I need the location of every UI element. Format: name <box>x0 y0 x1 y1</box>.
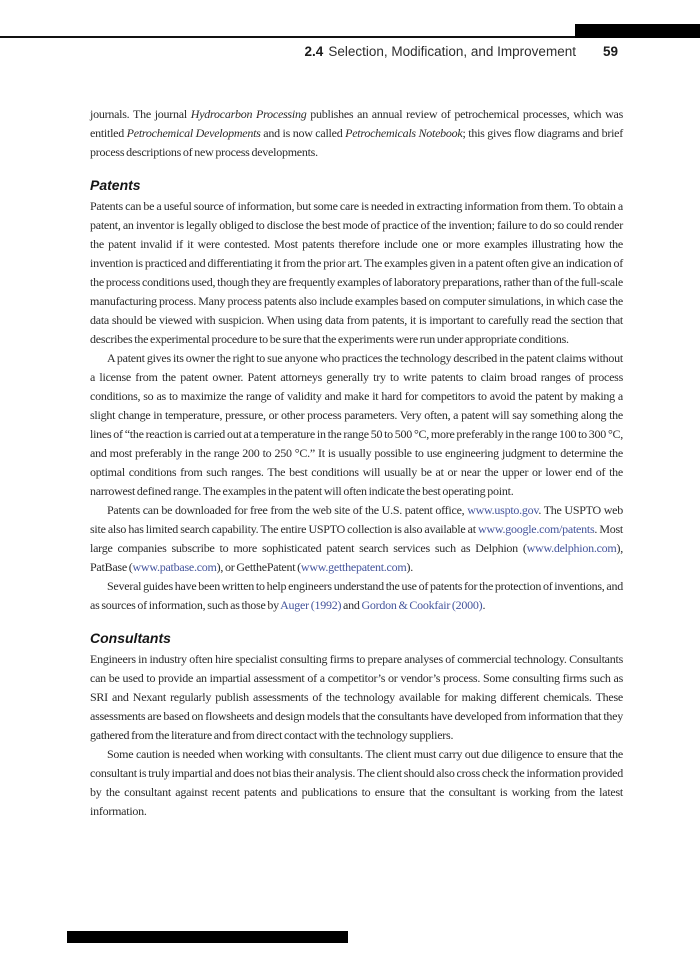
text-segment: . <box>482 598 486 612</box>
text-segment: ; this gives flow diagrams and brief process descriptions of new process developments. <box>90 126 623 159</box>
link[interactable]: www.uspto.gov <box>467 503 539 517</box>
text-segment: and <box>341 598 362 612</box>
link[interactable]: www.getthepatent.com <box>300 560 407 574</box>
text-segment: and is now called <box>260 126 346 140</box>
link[interactable]: www.google.com/patents <box>478 522 595 536</box>
section-heading: Consultants <box>90 630 171 646</box>
text-segment: Engineers in industry often hire specialist consulting firms to prepare analyses of commercial technology. Consultants can be used to provide an impartial assessment of a competitor’s or vendor’s process. Some consulting firms such as SRI and Nexant regularly publish assessments of the technology available for making different chemicals. These assessments are based on flowsheets and design models that the consultants have developed from information that they gathered from the literature and from direct contact with the technology suppliers. <box>90 652 623 742</box>
page-content <box>90 105 623 821</box>
text-segment: publishes an annual review of petrochemical processes, which was entitled <box>90 107 623 140</box>
header-accent-bar <box>575 24 700 38</box>
link[interactable]: www.delphion.com <box>526 541 617 555</box>
text-segment: journals. The journal <box>90 107 191 121</box>
text-segment: A patent gives its owner the right to sue anyone who practices the technology described in the patent claims without a license from the patent owner. Patent attorneys generally try to write patents to claim broad ranges of process conditions, so as to maximize the range of validity and make it hard for competitors to avoid the patent by making a slight change in temperature, pressure, or other process parameters. Very often, a patent will say something along the lines of “the reaction is carried out at a temperature in the range 50 to 500 °C, more preferably in the range 100 to 300 °C, and most preferably in the range 200 to 250 °C.” It is usually possible to use engineering judgment to determine the optimal conditions from such ranges. The best conditions will usually be at or near the upper or lower end of the narrowest defined range. The examples in the patent will often indicate the best operating point. <box>90 351 623 498</box>
paragraph <box>90 105 623 162</box>
text-segment: Several guides have been written to help engineers understand the use of patents for the protection of inventions, and as sources of information, such as those by <box>90 579 623 612</box>
text-segment: . The USPTO web site also has limited search capability. The entire USPTO collection is also available at <box>90 503 623 536</box>
footer-accent-bar <box>67 931 348 943</box>
paragraph <box>90 745 623 821</box>
paragraph <box>90 349 623 501</box>
text-segment: Patents can be downloaded for free from the web site of the U.S. patent office, <box>107 503 468 517</box>
link[interactable]: Auger (1992) <box>280 598 342 612</box>
italic-text: Petrochemicals Notebook <box>345 126 463 140</box>
section-number: 2.4 <box>304 44 324 59</box>
text-segment: ), or GetthePatent ( <box>216 560 301 574</box>
italic-text: Hydrocarbon Processing <box>190 107 307 121</box>
header-rule <box>0 36 576 38</box>
text-segment: . Most large companies subscribe to more sophisticated patent search services such as Delphion ( <box>90 522 623 555</box>
text-segment: ). <box>406 560 413 574</box>
page-number: 59 <box>602 44 618 59</box>
text-segment: ), PatBase ( <box>90 541 623 574</box>
text-segment: Patents can be a useful source of information, but some care is needed in extracting information from them. To obtain a patent, an inventor is legally obliged to disclose the best mode of practice of the invention; failure to do so could render the patent invalid if it were contested. Most patents therefore include one or more examples illustrating how the invention is practiced and differentiating it from the prior art. The examples given in a patent often give an indication of the process conditions used, though they are frequently examples of laboratory preparations, rather than of the full-scale manufacturing process. Many process patents also include examples based on computer simulations, in which case the data should be viewed with suspicion. When using data from patents, it is important to carefully read the section that describes the experimental procedure to be sure that the experiments were run under appropriate conditions. <box>90 199 623 346</box>
paragraph <box>90 501 623 577</box>
italic-text: Petrochemical Developments <box>126 126 261 140</box>
paragraph <box>90 577 623 615</box>
running-header <box>0 44 618 59</box>
paragraph <box>90 650 623 745</box>
link[interactable]: www.patbase.com <box>132 560 217 574</box>
link[interactable]: Gordon & Cookfair (2000) <box>361 598 483 612</box>
text-segment: Some caution is needed when working with consultants. The client must carry out due diligence to ensure that the consultant is truly impartial and does not bias their analysis. The client should also cross check the information provided by the consultant against recent patents and publications to ensure that the consultant is working from the latest information. <box>90 747 623 818</box>
section-heading: Patents <box>90 177 141 193</box>
section-title: Selection, Modification, and Improvement <box>328 44 576 59</box>
paragraph <box>90 197 623 349</box>
